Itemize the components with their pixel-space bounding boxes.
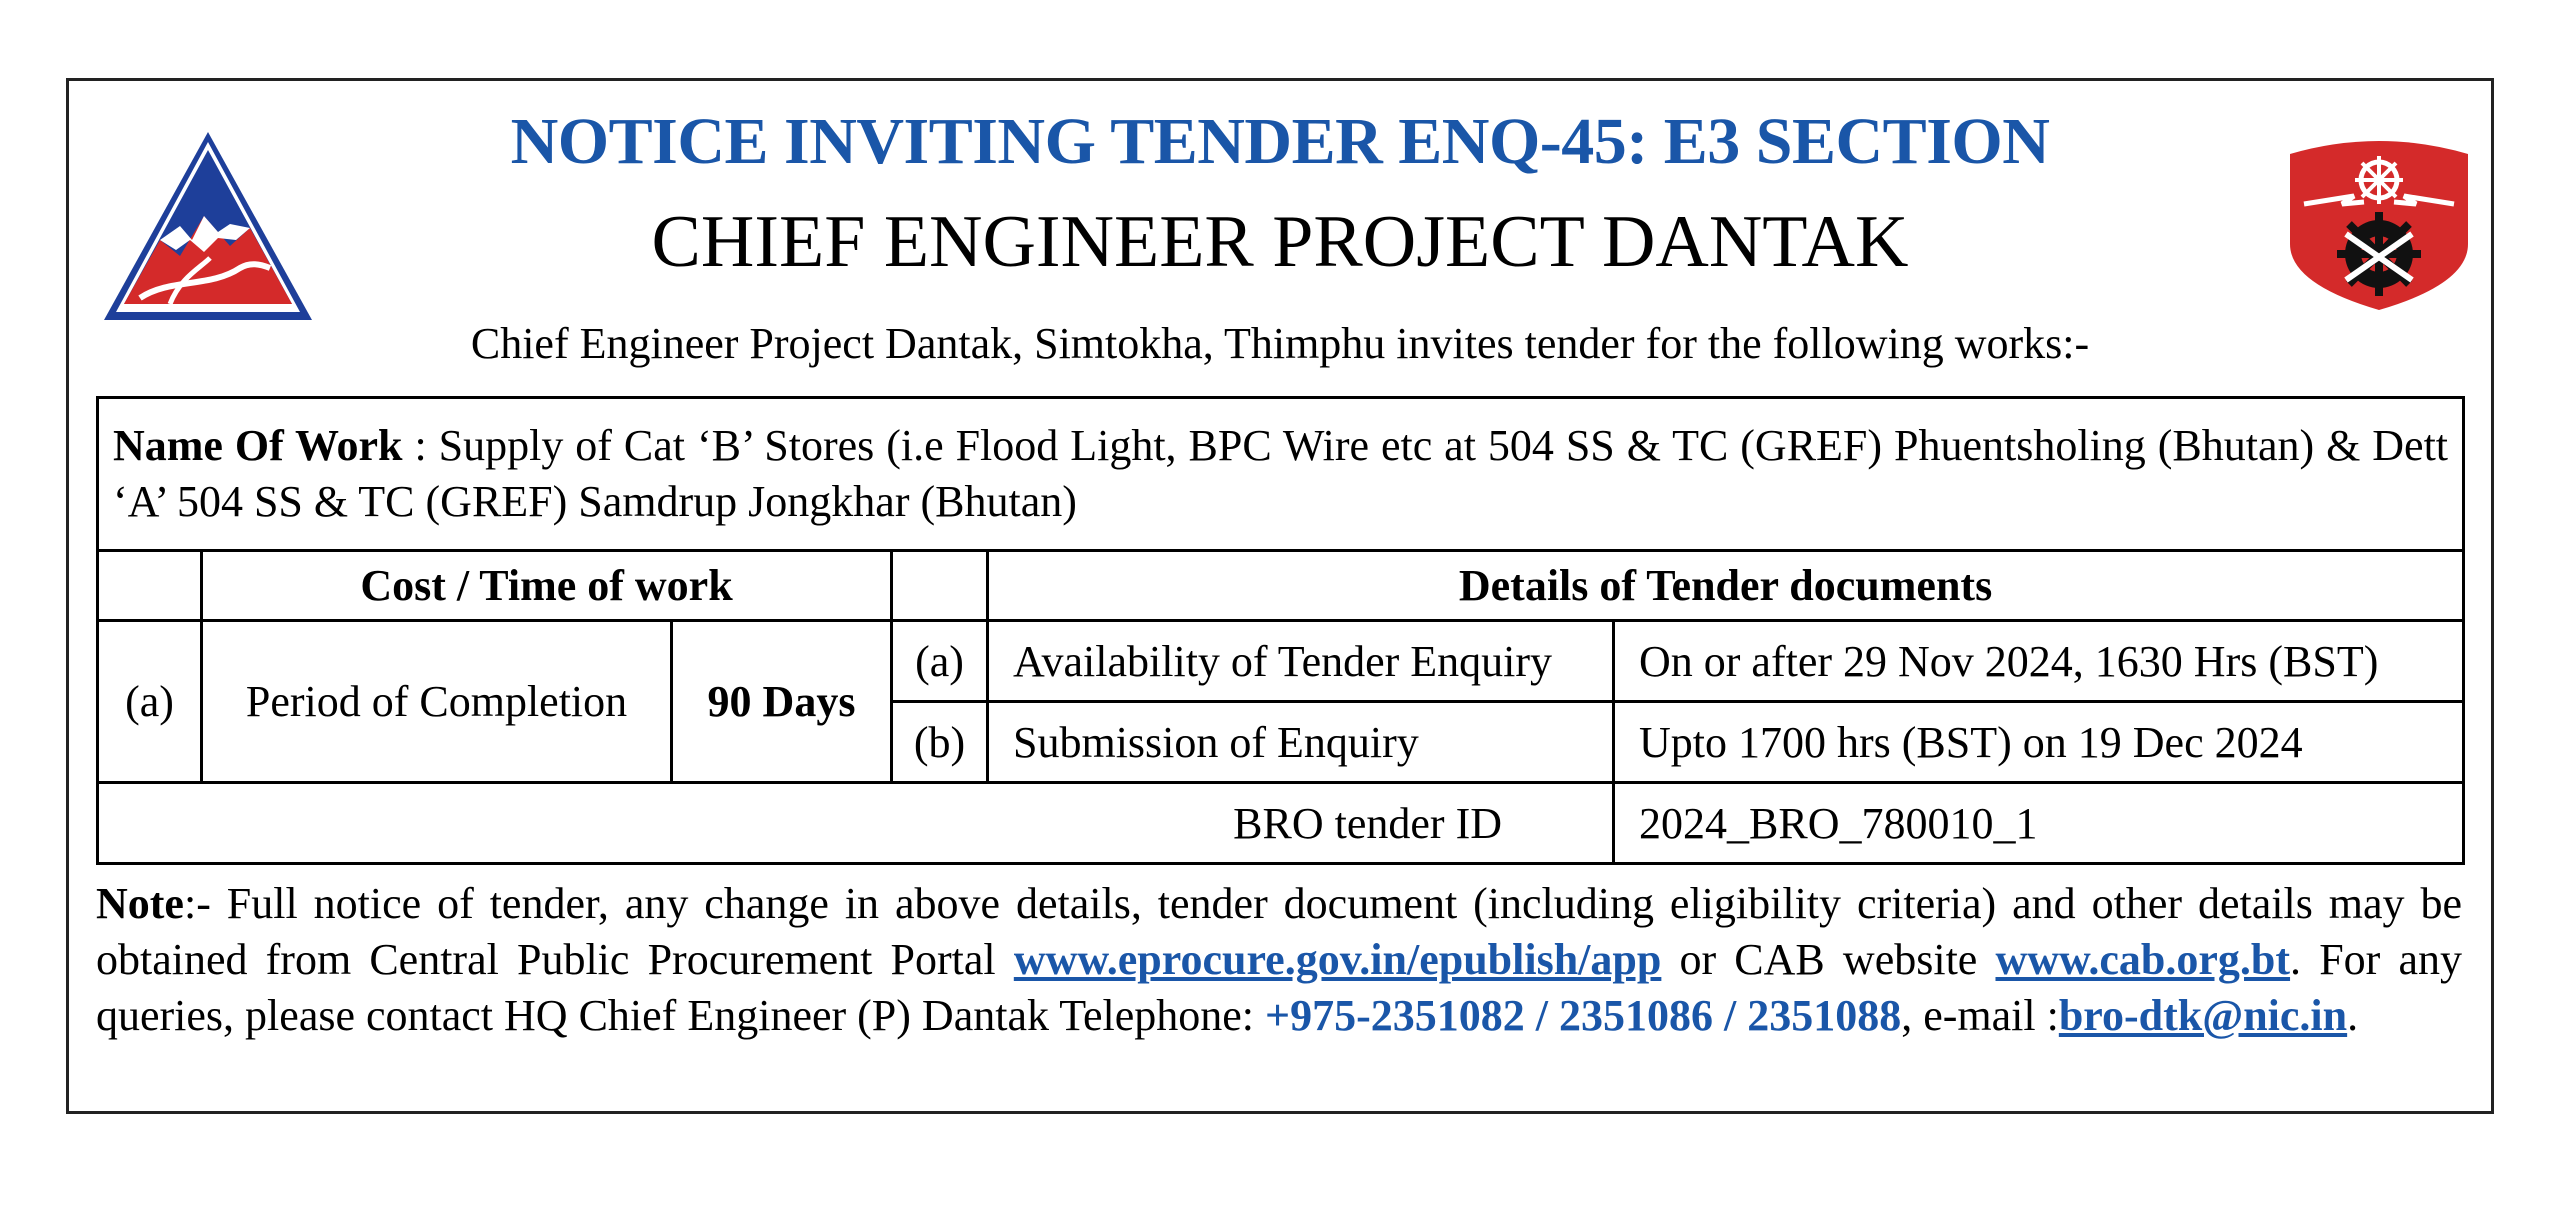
organization-title: CHIEF ENGINEER PROJECT DANTAK (651, 201, 1909, 283)
name-of-work-separator: : (402, 421, 439, 470)
cab-website-link[interactable]: www.cab.org.bt (1995, 935, 2291, 984)
name-of-work-cell (98, 398, 2464, 551)
telephone-numbers: +975-2351082 / 2351086 / 2351088 (1265, 991, 1902, 1040)
tender-id-label: BRO tender ID (98, 783, 1614, 864)
availability-label: Availability of Tender Enquiry (988, 621, 1614, 702)
note-text-5: . (2347, 991, 2359, 1040)
tender-id-value: 2024_BRO_780010_1 (1614, 783, 2464, 864)
header-details: Details of Tender documents (988, 551, 2464, 621)
name-of-work-label: Name Of Work (113, 421, 403, 470)
notice-title: NOTICE INVITING TENDER ENQ-45: E3 SECTION (510, 105, 2050, 178)
sub-index-b: (b) (892, 702, 988, 783)
header-blank-1 (98, 551, 202, 621)
note-text-2: or CAB website (1661, 935, 1996, 984)
period-of-completion-value: 90 Days (672, 621, 892, 783)
sub-index-a: (a) (892, 621, 988, 702)
header-blank-2 (892, 551, 988, 621)
period-of-completion-label: Period of Completion (202, 621, 672, 783)
tender-table (96, 396, 2465, 865)
row-a-index: (a) (98, 621, 202, 783)
email-link[interactable]: bro-dtk@nic.in (2058, 991, 2348, 1040)
availability-value: On or after 29 Nov 2024, 1630 Hrs (BST) (1614, 621, 2464, 702)
name-of-work-text: Supply of Cat ‘B’ Stores (i.e Flood Light, BPC Wire etc at 504 SS & TC (GREF) Phuentsholing (Bhutan) & Dett ‘A’ 504 SS & TC (GREF) Samdrup Jongkhar (Bhutan) (113, 421, 2449, 526)
note-text-4: , e-mail : (1901, 991, 2059, 1040)
submission-label: Submission of Enquiry (988, 702, 1614, 783)
eprocure-link[interactable]: www.eprocure.gov.in/epublish/app (1013, 935, 1662, 984)
note-text-3: . For any queries, please contact HQ Chief Engineer (P) Dantak Telephone: (96, 935, 2462, 1040)
intro-text: Chief Engineer Project Dantak, Simtokha, Thimphu invites tender for the following works:- (470, 319, 2090, 368)
submission-value: Upto 1700 hrs (BST) on 19 Dec 2024 (1614, 702, 2464, 783)
note-label: Note (96, 879, 184, 928)
header-cost-time: Cost / Time of work (202, 551, 892, 621)
note-text-1: :- Full notice of tender, any change in above details, tender document (including eligibility criteria) and other details may be obtained from Central Public Procurement Portal (96, 879, 2462, 984)
note-paragraph (96, 876, 2462, 1044)
